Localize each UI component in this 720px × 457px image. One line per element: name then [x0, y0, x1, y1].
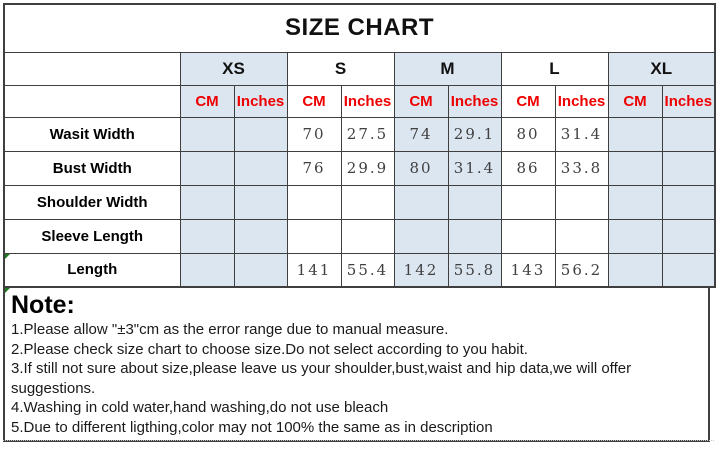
data-cell	[287, 185, 341, 219]
table-row	[4, 151, 715, 185]
unit-header-inches: Inches	[555, 85, 608, 117]
data-cell	[234, 151, 287, 185]
unit-header-inches: Inches	[662, 85, 715, 117]
data-cell	[555, 219, 608, 253]
data-cell	[180, 253, 234, 287]
data-cell	[180, 185, 234, 219]
data-cell: 86	[501, 151, 555, 185]
sheet-gridline	[3, 440, 714, 441]
data-cell	[501, 219, 555, 253]
note-line: 2.Please check size chart to choose size.Do not select according to you habit.	[11, 340, 528, 358]
row-label-wasit-width: Wasit Width	[4, 117, 180, 151]
table-row	[4, 253, 715, 287]
data-cell: 74	[394, 117, 448, 151]
data-cell: 29.1	[448, 117, 501, 151]
data-cell	[341, 185, 394, 219]
data-cell	[662, 151, 715, 185]
data-cell	[555, 185, 608, 219]
data-cell	[501, 185, 555, 219]
table-row	[4, 185, 715, 219]
corner-blank-cell	[4, 52, 180, 85]
data-cell: 31.4	[448, 151, 501, 185]
data-cell: 33.8	[555, 151, 608, 185]
data-cell: 27.5	[341, 117, 394, 151]
data-cell: 143	[501, 253, 555, 287]
data-cell: 56.2	[555, 253, 608, 287]
row-label-length-text: Length	[67, 261, 118, 279]
data-cell: 31.4	[555, 117, 608, 151]
data-cell	[608, 151, 662, 185]
note-line: 1.Please allow "±3"cm as the error range due to manual measure.	[11, 321, 449, 338]
unit-header-cm: CM	[501, 85, 555, 117]
data-cell	[180, 117, 234, 151]
cell-flag-icon	[5, 288, 10, 293]
data-cell	[608, 117, 662, 151]
data-cell: 80	[394, 151, 448, 185]
size-chart-table	[3, 3, 716, 288]
page-title: SIZE CHART	[4, 4, 715, 52]
unit-header-inches: Inches	[448, 85, 501, 117]
data-cell: 29.9	[341, 151, 394, 185]
data-cell: 142	[394, 253, 448, 287]
size-header-xl: XL	[608, 52, 715, 85]
data-cell	[662, 117, 715, 151]
data-cell	[608, 185, 662, 219]
data-cell: 55.4	[341, 253, 394, 287]
data-cell	[608, 253, 662, 287]
data-cell	[448, 185, 501, 219]
cell-flag-icon	[5, 254, 10, 259]
unit-header-inches: Inches	[234, 85, 287, 117]
note-line: 4.Washing in cold water,hand washing,do not use bleach	[11, 399, 389, 416]
data-cell	[180, 219, 234, 253]
notes-section	[3, 288, 710, 442]
note-line: 3.If still not sure about size,please leave us your shoulder,bust,waist and hip data,we will offer suggestions.	[11, 360, 632, 397]
data-cell	[234, 117, 287, 151]
row-label-length	[4, 253, 180, 287]
unit-header-inches: Inches	[341, 85, 394, 117]
data-cell: 55.8	[448, 253, 501, 287]
data-cell	[234, 185, 287, 219]
unit-header-cm: CM	[394, 85, 448, 117]
data-cell	[448, 219, 501, 253]
data-cell	[394, 185, 448, 219]
note-line: 5.Due to different ligthing,color may not 100% the same as in description	[11, 418, 493, 436]
corner-blank-cell	[4, 85, 180, 117]
unit-header-cm: CM	[287, 85, 341, 117]
size-header-l: L	[501, 52, 608, 85]
data-cell	[394, 219, 448, 253]
table-row	[4, 219, 715, 253]
unit-header-cm: CM	[608, 85, 662, 117]
size-header-xs: XS	[180, 52, 287, 85]
size-chart-sheet	[3, 3, 714, 442]
data-cell: 76	[287, 151, 341, 185]
data-cell	[234, 253, 287, 287]
data-cell	[234, 219, 287, 253]
data-cell	[180, 151, 234, 185]
row-label-shoulder-width: Shoulder Width	[4, 185, 180, 219]
data-cell: 141	[287, 253, 341, 287]
data-cell: 80	[501, 117, 555, 151]
notes-title: Note:	[11, 291, 75, 319]
data-cell: 70	[287, 117, 341, 151]
data-cell	[662, 253, 715, 287]
size-header-s: S	[287, 52, 394, 85]
row-label-sleeve-length: Sleeve Length	[4, 219, 180, 253]
data-cell	[662, 219, 715, 253]
size-header-m: M	[394, 52, 501, 85]
table-row	[4, 117, 715, 151]
data-cell	[608, 219, 662, 253]
data-cell	[287, 219, 341, 253]
data-cell	[341, 219, 394, 253]
row-label-bust-width: Bust Width	[4, 151, 180, 185]
unit-header-cm: CM	[180, 85, 234, 117]
data-cell	[662, 185, 715, 219]
